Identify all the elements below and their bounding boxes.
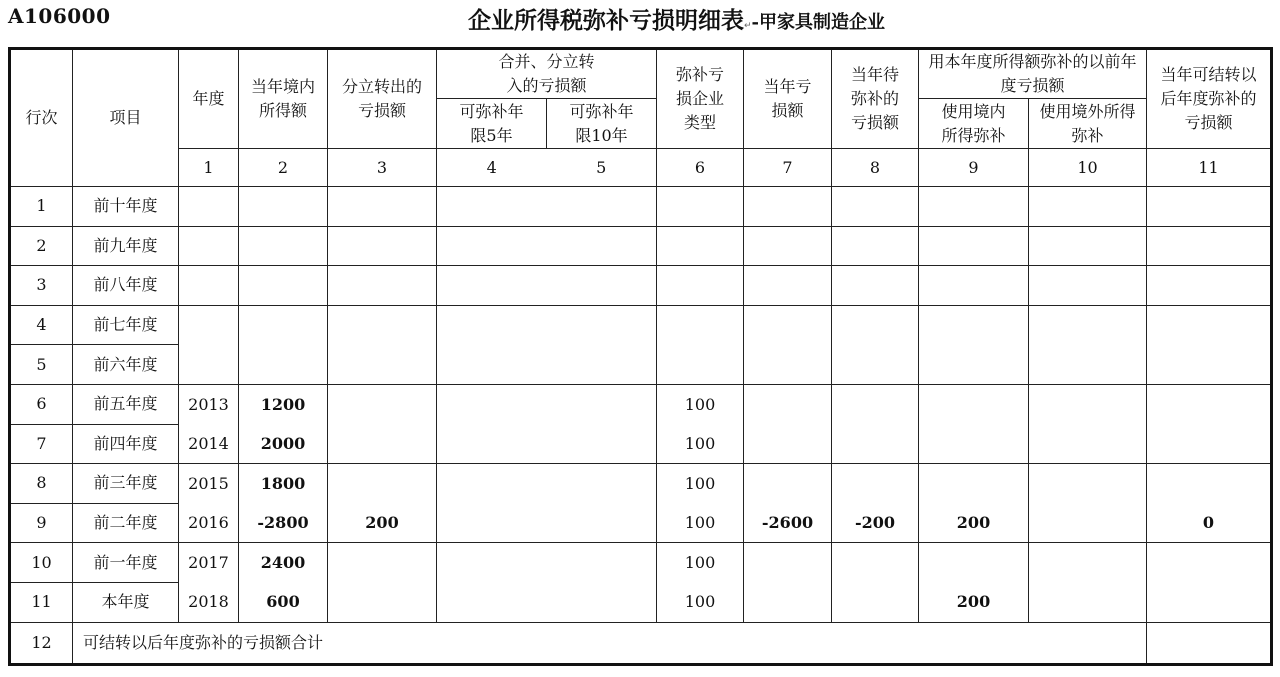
- row-limit-5: [437, 424, 547, 464]
- row-domestic-offset: [919, 187, 1029, 227]
- header-domestic-income: 当年境内所得额: [239, 49, 328, 149]
- row-current-loss: [744, 187, 832, 227]
- row-carry-forward: [1147, 424, 1272, 464]
- row-carry-forward: [1147, 266, 1272, 306]
- col-num: 8: [832, 149, 919, 187]
- row-limit-5: [437, 345, 547, 385]
- row-domestic-income: 2400: [239, 543, 328, 583]
- row-item: 前二年度: [73, 503, 179, 543]
- row-domestic-income: [239, 305, 328, 345]
- row-enterprise-type: [657, 187, 744, 227]
- row-domestic-income: 1200: [239, 384, 328, 424]
- row-current-loss: [744, 543, 832, 583]
- row-foreign-offset: [1029, 226, 1147, 266]
- row-split-out-loss: [328, 226, 437, 266]
- row-year: [179, 187, 239, 227]
- row-item: 前七年度: [73, 305, 179, 345]
- row-current-loss: [744, 464, 832, 504]
- row-no: 6: [10, 384, 73, 424]
- table-row: [10, 266, 1272, 306]
- header-row-1: [10, 49, 1272, 99]
- row-domestic-offset: [919, 464, 1029, 504]
- row-item: 前九年度: [73, 226, 179, 266]
- row-limit-10: [547, 187, 657, 227]
- row-pending-loss: [832, 424, 919, 464]
- row-domestic-offset: [919, 424, 1029, 464]
- row-split-out-loss: [328, 424, 437, 464]
- row-domestic-income: 1800: [239, 464, 328, 504]
- header-limit-5: 可弥补年限5年: [437, 99, 547, 149]
- row-item: 本年度: [73, 582, 179, 622]
- table-title: 企业所得税弥补亏损明细表: [468, 7, 744, 34]
- row-carry-forward: [1147, 464, 1272, 504]
- row-pending-loss: [832, 226, 919, 266]
- row-enterprise-type: 100: [657, 464, 744, 504]
- header-split-out-loss: 分立转出的亏损额: [328, 49, 437, 149]
- row-foreign-offset: [1029, 503, 1147, 543]
- row-pending-loss: [832, 305, 919, 345]
- row-limit-5: [437, 543, 547, 583]
- header-limit-10: 可弥补年限10年: [547, 99, 657, 149]
- row-item: 前一年度: [73, 543, 179, 583]
- row-enterprise-type: 100: [657, 543, 744, 583]
- row-foreign-offset: [1029, 345, 1147, 385]
- row-no: 4: [10, 305, 73, 345]
- row-limit-5: [437, 187, 547, 227]
- row-split-out-loss: [328, 305, 437, 345]
- row-pending-loss: [832, 384, 919, 424]
- row-domestic-income: 600: [239, 582, 328, 622]
- row-split-out-loss: [328, 582, 437, 622]
- row-foreign-offset: [1029, 384, 1147, 424]
- row-current-loss: [744, 305, 832, 345]
- col-num: 6: [657, 149, 744, 187]
- row-year: [179, 345, 239, 385]
- col-num: 5: [547, 149, 657, 187]
- row-limit-10: [547, 266, 657, 306]
- row-carry-forward: 0: [1147, 503, 1272, 543]
- total-row: [10, 622, 1272, 664]
- row-domestic-offset: 200: [919, 582, 1029, 622]
- col-num: 9: [919, 149, 1029, 187]
- row-year: [179, 226, 239, 266]
- row-pending-loss: [832, 543, 919, 583]
- row-split-out-loss: [328, 266, 437, 306]
- row-limit-5: [437, 503, 547, 543]
- row-current-loss: [744, 582, 832, 622]
- row-item: 前三年度: [73, 464, 179, 504]
- row-foreign-offset: [1029, 187, 1147, 227]
- row-carry-forward: [1147, 345, 1272, 385]
- col-num: 10: [1029, 149, 1147, 187]
- table-row: [10, 187, 1272, 227]
- row-enterprise-type: 100: [657, 503, 744, 543]
- row-limit-5: [437, 226, 547, 266]
- row-limit-10: [547, 543, 657, 583]
- col-num: 7: [744, 149, 832, 187]
- header-item: 项目: [73, 49, 179, 187]
- form-code: A106000: [8, 4, 111, 28]
- row-domestic-offset: [919, 305, 1029, 345]
- row-pending-loss: [832, 464, 919, 504]
- row-limit-10: [547, 503, 657, 543]
- row-enterprise-type: [657, 226, 744, 266]
- row-enterprise-type: 100: [657, 582, 744, 622]
- row-carry-forward: [1147, 187, 1272, 227]
- column-number-row: [10, 149, 1272, 187]
- row-year: 2018: [179, 582, 239, 622]
- row-carry-forward: [1147, 226, 1272, 266]
- row-year: [179, 266, 239, 306]
- row-no: 9: [10, 503, 73, 543]
- row-enterprise-type: [657, 345, 744, 385]
- col-num: 2: [239, 149, 328, 187]
- row-foreign-offset: [1029, 305, 1147, 345]
- row-pending-loss: -200: [832, 503, 919, 543]
- row-domestic-offset: [919, 226, 1029, 266]
- row-no: 10: [10, 543, 73, 583]
- row-year: 2017: [179, 543, 239, 583]
- row-limit-5: [437, 305, 547, 345]
- row-split-out-loss: [328, 345, 437, 385]
- table-row: [10, 226, 1272, 266]
- row-limit-5: [437, 582, 547, 622]
- row-item: 前五年度: [73, 384, 179, 424]
- row-current-loss: [744, 424, 832, 464]
- header-pending-loss: 当年待弥补的亏损额: [832, 49, 919, 149]
- header-carry-forward: 当年可结转以后年度弥补的亏损额: [1147, 49, 1272, 149]
- row-limit-10: [547, 345, 657, 385]
- header-merger-in-loss: 合并、分立转入的亏损额: [437, 49, 657, 99]
- table-row: [10, 543, 1272, 583]
- header-enterprise-type: 弥补亏损企业类型: [657, 49, 744, 149]
- header-domestic-offset: 使用境内所得弥补: [919, 99, 1029, 149]
- table-row: [10, 503, 1272, 543]
- page-title: [468, 2, 885, 35]
- total-row-no: 12: [10, 622, 73, 664]
- col-num: 3: [328, 149, 437, 187]
- row-domestic-income: -2800: [239, 503, 328, 543]
- row-limit-10: [547, 384, 657, 424]
- row-split-out-loss: 200: [328, 503, 437, 543]
- row-carry-forward: [1147, 582, 1272, 622]
- row-current-loss: [744, 226, 832, 266]
- header-current-loss: 当年亏损额: [744, 49, 832, 149]
- row-split-out-loss: [328, 384, 437, 424]
- row-carry-forward: [1147, 384, 1272, 424]
- row-current-loss: -2600: [744, 503, 832, 543]
- row-no: 5: [10, 345, 73, 385]
- row-limit-10: [547, 226, 657, 266]
- table-row: [10, 305, 1272, 345]
- row-limit-10: [547, 424, 657, 464]
- row-item: 前十年度: [73, 187, 179, 227]
- row-limit-5: [437, 266, 547, 306]
- row-limit-10: [547, 582, 657, 622]
- row-no: 3: [10, 266, 73, 306]
- row-year: 2013: [179, 384, 239, 424]
- row-limit-10: [547, 464, 657, 504]
- row-domestic-offset: [919, 345, 1029, 385]
- table-row: [10, 384, 1272, 424]
- row-domestic-offset: 200: [919, 503, 1029, 543]
- row-domestic-offset: [919, 543, 1029, 583]
- table-row: [10, 345, 1272, 385]
- row-limit-5: [437, 384, 547, 424]
- row-foreign-offset: [1029, 424, 1147, 464]
- row-split-out-loss: [328, 187, 437, 227]
- row-enterprise-type: [657, 305, 744, 345]
- row-split-out-loss: [328, 464, 437, 504]
- row-pending-loss: [832, 582, 919, 622]
- header-row-no: 行次: [10, 49, 73, 187]
- paragraph-mark-icon: ↵: [744, 21, 752, 31]
- row-year: [179, 305, 239, 345]
- table-row: [10, 582, 1272, 622]
- row-pending-loss: [832, 345, 919, 385]
- row-current-loss: [744, 345, 832, 385]
- row-current-loss: [744, 384, 832, 424]
- row-foreign-offset: [1029, 464, 1147, 504]
- row-year: 2016: [179, 503, 239, 543]
- row-item: 前六年度: [73, 345, 179, 385]
- row-year: 2015: [179, 464, 239, 504]
- row-enterprise-type: 100: [657, 424, 744, 464]
- row-year: 2014: [179, 424, 239, 464]
- row-domestic-income: 2000: [239, 424, 328, 464]
- row-foreign-offset: [1029, 266, 1147, 306]
- row-domestic-income: [239, 226, 328, 266]
- row-foreign-offset: [1029, 582, 1147, 622]
- row-domestic-income: [239, 345, 328, 385]
- row-item: 前四年度: [73, 424, 179, 464]
- row-carry-forward: [1147, 305, 1272, 345]
- row-no: 7: [10, 424, 73, 464]
- total-row-label: 可结转以后年度弥补的亏损额合计: [73, 622, 1147, 664]
- row-domestic-offset: [919, 266, 1029, 306]
- row-no: 1: [10, 187, 73, 227]
- row-pending-loss: [832, 266, 919, 306]
- row-no: 2: [10, 226, 73, 266]
- row-no: 11: [10, 582, 73, 622]
- row-limit-5: [437, 464, 547, 504]
- col-num: 1: [179, 149, 239, 187]
- row-no: 8: [10, 464, 73, 504]
- table-row: [10, 424, 1272, 464]
- row-domestic-income: [239, 187, 328, 227]
- header-year: 年度: [179, 49, 239, 149]
- col-num: 4: [437, 149, 547, 187]
- header-foreign-offset: 使用境外所得弥补: [1029, 99, 1147, 149]
- col-num: 11: [1147, 149, 1272, 187]
- row-current-loss: [744, 266, 832, 306]
- loss-offset-table: [8, 47, 1273, 666]
- row-enterprise-type: [657, 266, 744, 306]
- row-foreign-offset: [1029, 543, 1147, 583]
- row-pending-loss: [832, 187, 919, 227]
- total-carry-forward: [1147, 622, 1272, 664]
- row-limit-10: [547, 305, 657, 345]
- row-domestic-income: [239, 266, 328, 306]
- row-enterprise-type: 100: [657, 384, 744, 424]
- header-offset-group: 用本年度所得额弥补的以前年度亏损额: [919, 49, 1147, 99]
- table-row: [10, 464, 1272, 504]
- row-carry-forward: [1147, 543, 1272, 583]
- row-split-out-loss: [328, 543, 437, 583]
- row-domestic-offset: [919, 384, 1029, 424]
- row-item: 前八年度: [73, 266, 179, 306]
- table-subtitle: -甲家具制造企业: [751, 12, 886, 33]
